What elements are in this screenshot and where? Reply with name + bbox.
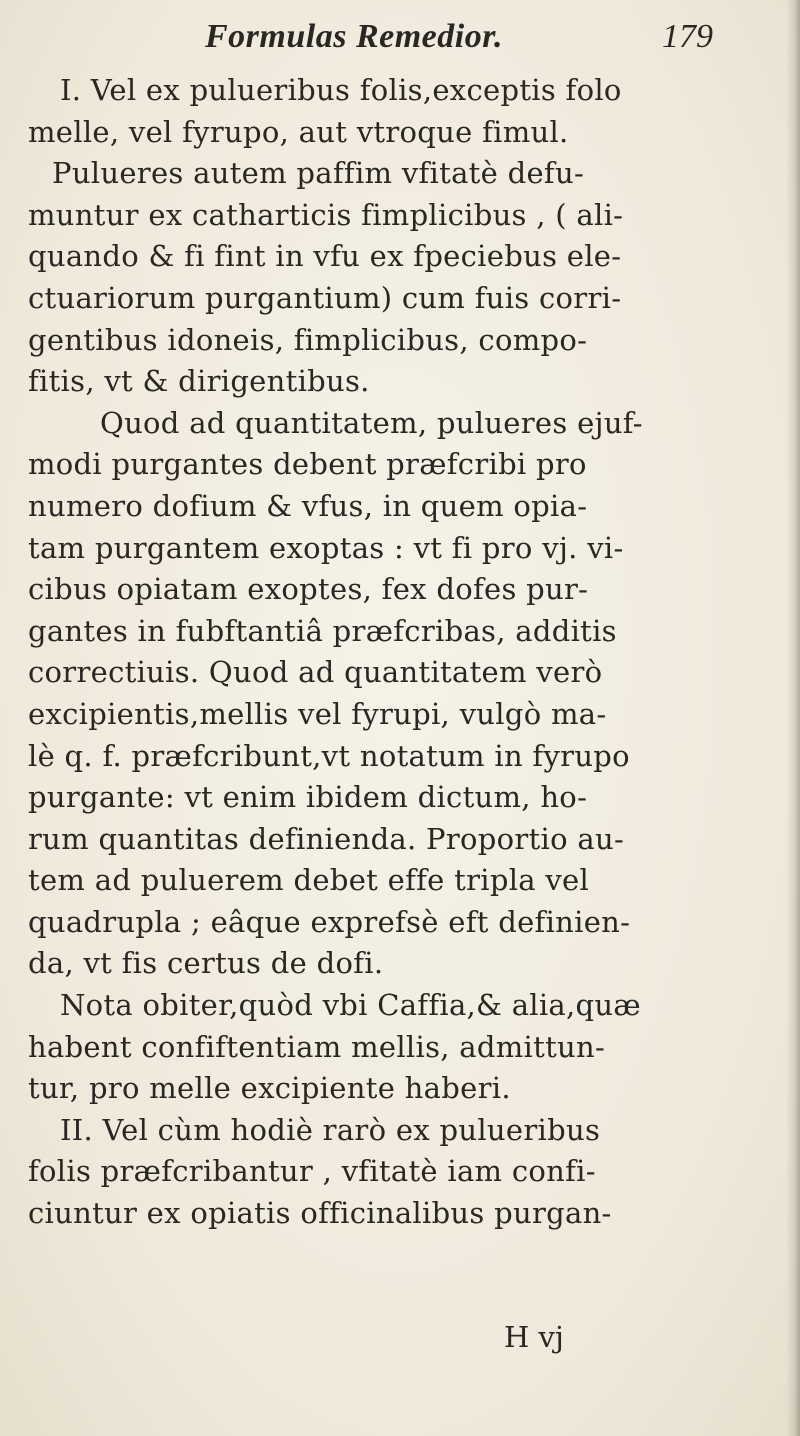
text-line: purgante: vt enim ibidem dictum, ho-	[28, 780, 588, 815]
text-line: quadrupla ; eâque exprefsè eft definien-	[28, 904, 631, 939]
text-line: Pulueres autem paffim vfitatè defu-	[52, 156, 585, 191]
text-line: quando & fi fint in vfu ex fpeciebus ele-	[28, 239, 622, 274]
text-line: muntur ex catharticis fimplicibus , ( ali-	[28, 197, 624, 232]
text-line: lè q. f. præfcribunt,vt notatum in fyrupo	[28, 738, 630, 773]
text-line: tur, pro melle excipiente haberi.	[28, 1071, 511, 1106]
text-line: da, vt fis certus de dofi.	[28, 946, 384, 981]
body-text	[28, 70, 758, 1235]
text-line: I. Vel ex pulueribus folis,exceptis folo	[60, 73, 622, 107]
text-line: correctiuis. Quod ad quantitatem verò	[28, 655, 603, 690]
page-header	[0, 18, 800, 68]
text-line: ctuariorum purgantium) cum fuis corri-	[28, 280, 622, 315]
text-line: excipientis,mellis vel fyrupi, vulgò ma-	[28, 696, 607, 731]
page-number: 179	[662, 18, 713, 55]
text-line: tam purgantem exoptas : vt fi pro vj. vi-	[28, 530, 624, 565]
page-edge-shadow	[786, 0, 800, 1436]
text-line: Nota obiter,quòd vbi Caffia,& alia,quæ	[60, 988, 641, 1023]
text-line: ciuntur ex opiatis officinalibus purgan-	[28, 1196, 612, 1231]
text-line: fitis, vt & dirigentibus.	[28, 364, 370, 399]
text-line: melle, vel fyrupo, aut vtroque fimul.	[28, 114, 569, 149]
text-line: modi purgantes debent præfcribi pro	[28, 447, 587, 482]
text-line: rum quantitas definienda. Proportio au-	[28, 821, 625, 856]
text-line: tem ad puluerem debet effe tripla vel	[28, 863, 590, 898]
text-line: cibus opiatam exoptes, fex dofes pur-	[28, 572, 589, 607]
text-line: gentibus idoneis, fimplicibus, compo-	[28, 322, 588, 357]
text-line: Quod ad quantitatem, pulueres ejuf-	[100, 405, 643, 440]
text-line: numero dofium & vfus, in quem opia-	[28, 488, 588, 523]
running-title: Formulas Remedior.	[205, 18, 504, 55]
signature-mark: H vj	[504, 1320, 564, 1354]
text-line: habent confiftentiam mellis, admittun-	[28, 1029, 606, 1064]
text-line: II. Vel cùm hodiè rarò ex pulueribus	[60, 1112, 601, 1147]
text-line: folis præfcribantur , vfitatè iam confi-	[28, 1154, 596, 1189]
text-line: gantes in fubftantiâ præfcribas, additis	[28, 613, 617, 648]
